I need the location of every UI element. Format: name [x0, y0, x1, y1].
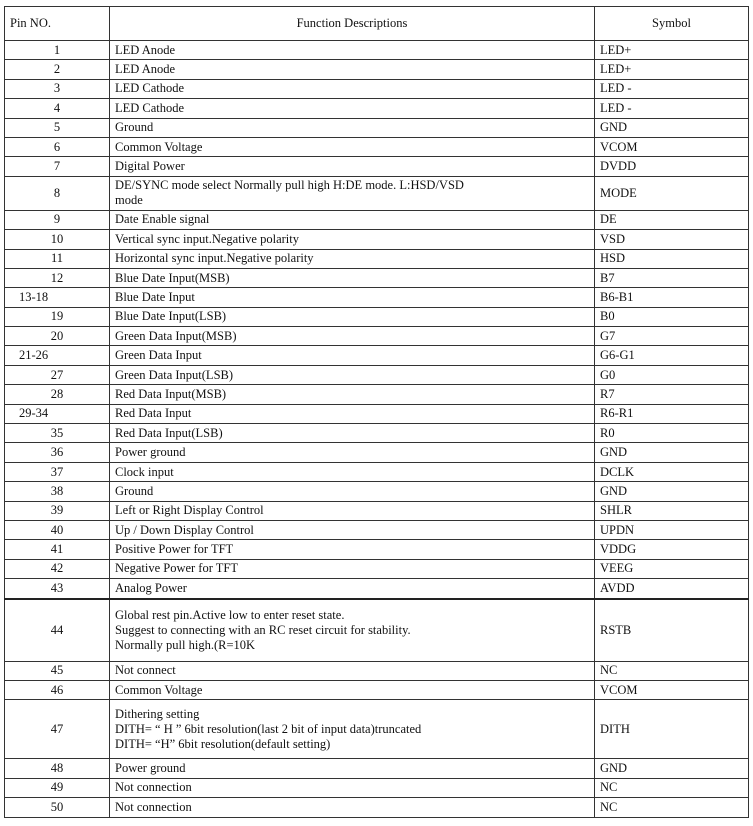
cell-symbol: G6-G1 [595, 346, 749, 365]
cell-function-description [110, 327, 595, 346]
cell-symbol: NC [595, 798, 749, 817]
cell-pin-no: 40 [5, 520, 110, 539]
table-row [5, 700, 749, 759]
cell-function-description [110, 501, 595, 520]
function-description-line: DITH= “H” 6bit resolution(default setting) [115, 736, 331, 751]
cell-function-description [110, 661, 595, 680]
cell-symbol: NC [595, 778, 749, 797]
cell-pin-no: 5 [5, 118, 110, 137]
cell-function-description [110, 41, 595, 60]
cell-function-description [110, 424, 595, 443]
cell-function-description [110, 60, 595, 79]
function-description-line: Green Data Input(LSB) [115, 367, 234, 382]
cell-symbol: LED+ [595, 60, 749, 79]
cell-function-description [110, 210, 595, 229]
cell-symbol: G7 [595, 327, 749, 346]
cell-symbol: R6-R1 [595, 404, 749, 423]
cell-symbol: GND [595, 482, 749, 501]
table-row [5, 680, 749, 699]
cell-symbol: LED - [595, 99, 749, 118]
function-description-line: Ground [115, 483, 154, 498]
cell-function-description [110, 137, 595, 156]
cell-function-description [110, 404, 595, 423]
cell-pin-no: 2 [5, 60, 110, 79]
cell-pin-no: 41 [5, 540, 110, 559]
cell-symbol: AVDD [595, 579, 749, 599]
function-description-line: Clock input [115, 464, 174, 479]
cell-pin-no: 21-26 [5, 346, 110, 365]
function-description-line: Horizontal sync input.Negative polarity [115, 251, 314, 266]
cell-function-description [110, 268, 595, 287]
header-pin-no: Pin NO. [5, 7, 110, 41]
table-row [5, 210, 749, 229]
cell-symbol: G0 [595, 365, 749, 384]
table-row [5, 540, 749, 559]
cell-function-description [110, 759, 595, 778]
function-description-line: Power ground [115, 445, 186, 460]
table-row [5, 759, 749, 778]
function-description-line: Digital Power [115, 159, 185, 174]
cell-pin-no: 27 [5, 365, 110, 384]
function-description-line: Common Voltage [115, 139, 203, 154]
table-row [5, 79, 749, 98]
table-row [5, 41, 749, 60]
cell-symbol: DVDD [595, 157, 749, 176]
function-description-line: LED Cathode [115, 81, 185, 96]
table-row [5, 404, 749, 423]
function-description-line: Not connection [115, 799, 192, 814]
cell-pin-no: 49 [5, 778, 110, 797]
cell-pin-no: 7 [5, 157, 110, 176]
table-row [5, 661, 749, 680]
cell-pin-no: 47 [5, 700, 110, 759]
cell-symbol: VCOM [595, 137, 749, 156]
cell-pin-no: 29-34 [5, 404, 110, 423]
cell-function-description [110, 579, 595, 599]
cell-pin-no: 37 [5, 462, 110, 481]
table-row [5, 462, 749, 481]
table-row [5, 365, 749, 384]
cell-symbol: VEEG [595, 559, 749, 578]
cell-function-description [110, 176, 595, 210]
cell-symbol: LED+ [595, 41, 749, 60]
function-description-line: Negative Power for TFT [115, 561, 239, 576]
table-row [5, 327, 749, 346]
function-description-line: Date Enable signal [115, 212, 210, 227]
function-description-line: Vertical sync input.Negative polarity [115, 231, 299, 246]
function-description-line: DE/SYNC mode select Normally pull high H:DE mode. L:HSD/VSD [115, 178, 464, 193]
pin-definition-table [4, 6, 749, 818]
cell-pin-no: 1 [5, 41, 110, 60]
cell-pin-no: 28 [5, 385, 110, 404]
pin-table-container [4, 6, 748, 818]
cell-symbol: VCOM [595, 680, 749, 699]
cell-function-description [110, 365, 595, 384]
table-row [5, 385, 749, 404]
cell-symbol: DITH [595, 700, 749, 759]
table-row [5, 176, 749, 210]
cell-symbol: GND [595, 443, 749, 462]
cell-symbol: DCLK [595, 462, 749, 481]
function-description-line: Common Voltage [115, 682, 203, 697]
cell-function-description [110, 443, 595, 462]
cell-pin-no: 9 [5, 210, 110, 229]
function-description-line: Up / Down Display Control [115, 522, 254, 537]
function-description-line: Positive Power for TFT [115, 542, 234, 557]
table-body [5, 41, 749, 818]
cell-pin-no: 13-18 [5, 288, 110, 307]
cell-pin-no: 3 [5, 79, 110, 98]
cell-function-description [110, 680, 595, 699]
cell-pin-no: 35 [5, 424, 110, 443]
function-description-line: LED Anode [115, 62, 176, 77]
cell-symbol: R0 [595, 424, 749, 443]
function-description-line: Red Data Input(LSB) [115, 425, 223, 440]
cell-symbol: MODE [595, 176, 749, 210]
function-description-line: DITH= “ H ” 6bit resolution(last 2 bit of input data)truncated [115, 721, 422, 736]
function-description-line: Blue Date Input [115, 289, 195, 304]
table-row [5, 230, 749, 249]
table-row [5, 249, 749, 268]
cell-symbol: B6-B1 [595, 288, 749, 307]
cell-function-description [110, 346, 595, 365]
cell-function-description [110, 778, 595, 797]
table-row [5, 137, 749, 156]
cell-function-description [110, 462, 595, 481]
cell-pin-no: 19 [5, 307, 110, 326]
cell-symbol: SHLR [595, 501, 749, 520]
function-description-line: Red Data Input [115, 406, 192, 421]
cell-symbol: DE [595, 210, 749, 229]
table-row [5, 798, 749, 817]
table-row [5, 118, 749, 137]
table-row [5, 268, 749, 287]
function-description-line: Red Data Input(MSB) [115, 386, 227, 401]
table-row [5, 60, 749, 79]
table-row [5, 599, 749, 662]
cell-function-description [110, 599, 595, 662]
function-description-line: Analog Power [115, 580, 187, 595]
function-description-line: Dithering setting [115, 706, 200, 721]
function-description-line: Blue Date Input(MSB) [115, 270, 230, 285]
cell-function-description [110, 482, 595, 501]
header-symbol: Symbol [595, 7, 749, 41]
table-row [5, 288, 749, 307]
function-description-line: Ground [115, 120, 154, 135]
table-row [5, 157, 749, 176]
cell-function-description [110, 559, 595, 578]
cell-pin-no: 38 [5, 482, 110, 501]
cell-pin-no: 50 [5, 798, 110, 817]
function-description-line: Green Data Input(MSB) [115, 328, 237, 343]
cell-function-description [110, 700, 595, 759]
cell-pin-no: 39 [5, 501, 110, 520]
cell-function-description [110, 520, 595, 539]
cell-symbol: GND [595, 759, 749, 778]
cell-pin-no: 44 [5, 599, 110, 662]
function-description-line: Suggest to connecting with an RC reset circuit for stability. [115, 622, 411, 637]
cell-symbol: VDDG [595, 540, 749, 559]
cell-symbol: UPDN [595, 520, 749, 539]
function-description-line: Power ground [115, 761, 186, 776]
cell-function-description [110, 385, 595, 404]
cell-symbol: HSD [595, 249, 749, 268]
function-description-line: LED Anode [115, 42, 176, 57]
table-row [5, 520, 749, 539]
cell-pin-no: 48 [5, 759, 110, 778]
cell-pin-no: 45 [5, 661, 110, 680]
cell-function-description [110, 288, 595, 307]
table-row [5, 424, 749, 443]
cell-pin-no: 11 [5, 249, 110, 268]
cell-pin-no: 10 [5, 230, 110, 249]
cell-pin-no: 4 [5, 99, 110, 118]
table-row [5, 778, 749, 797]
table-row [5, 346, 749, 365]
cell-function-description [110, 798, 595, 817]
cell-symbol: LED - [595, 79, 749, 98]
cell-pin-no: 8 [5, 176, 110, 210]
cell-pin-no: 36 [5, 443, 110, 462]
function-description-line: LED Cathode [115, 100, 185, 115]
header-function-descriptions: Function Descriptions [110, 7, 595, 41]
cell-pin-no: 20 [5, 327, 110, 346]
cell-pin-no: 43 [5, 579, 110, 599]
cell-function-description [110, 249, 595, 268]
cell-function-description [110, 157, 595, 176]
cell-function-description [110, 99, 595, 118]
cell-symbol: VSD [595, 230, 749, 249]
cell-pin-no: 46 [5, 680, 110, 699]
cell-function-description [110, 307, 595, 326]
cell-symbol: B0 [595, 307, 749, 326]
cell-symbol: RSTB [595, 599, 749, 662]
cell-symbol: NC [595, 661, 749, 680]
cell-pin-no: 42 [5, 559, 110, 578]
function-description-line: Normally pull high.(R=10K [115, 637, 256, 652]
function-description-line: Not connect [115, 663, 176, 678]
table-row [5, 443, 749, 462]
cell-function-description [110, 230, 595, 249]
table-row [5, 579, 749, 599]
table-row [5, 307, 749, 326]
cell-pin-no: 6 [5, 137, 110, 156]
table-header-row [5, 7, 749, 41]
cell-function-description [110, 79, 595, 98]
table-row [5, 99, 749, 118]
function-description-line: Blue Date Input(LSB) [115, 309, 227, 324]
cell-function-description [110, 540, 595, 559]
function-description-line: Global rest pin.Active low to enter reset state. [115, 607, 345, 622]
function-description-line: mode [115, 193, 143, 208]
cell-symbol: B7 [595, 268, 749, 287]
table-row [5, 559, 749, 578]
function-description-line: Not connection [115, 780, 192, 795]
function-description-line: Left or Right Display Control [115, 503, 264, 518]
cell-function-description [110, 118, 595, 137]
cell-symbol: R7 [595, 385, 749, 404]
function-description-line: Green Data Input [115, 348, 202, 363]
table-row [5, 501, 749, 520]
cell-pin-no: 12 [5, 268, 110, 287]
cell-symbol: GND [595, 118, 749, 137]
table-row [5, 482, 749, 501]
